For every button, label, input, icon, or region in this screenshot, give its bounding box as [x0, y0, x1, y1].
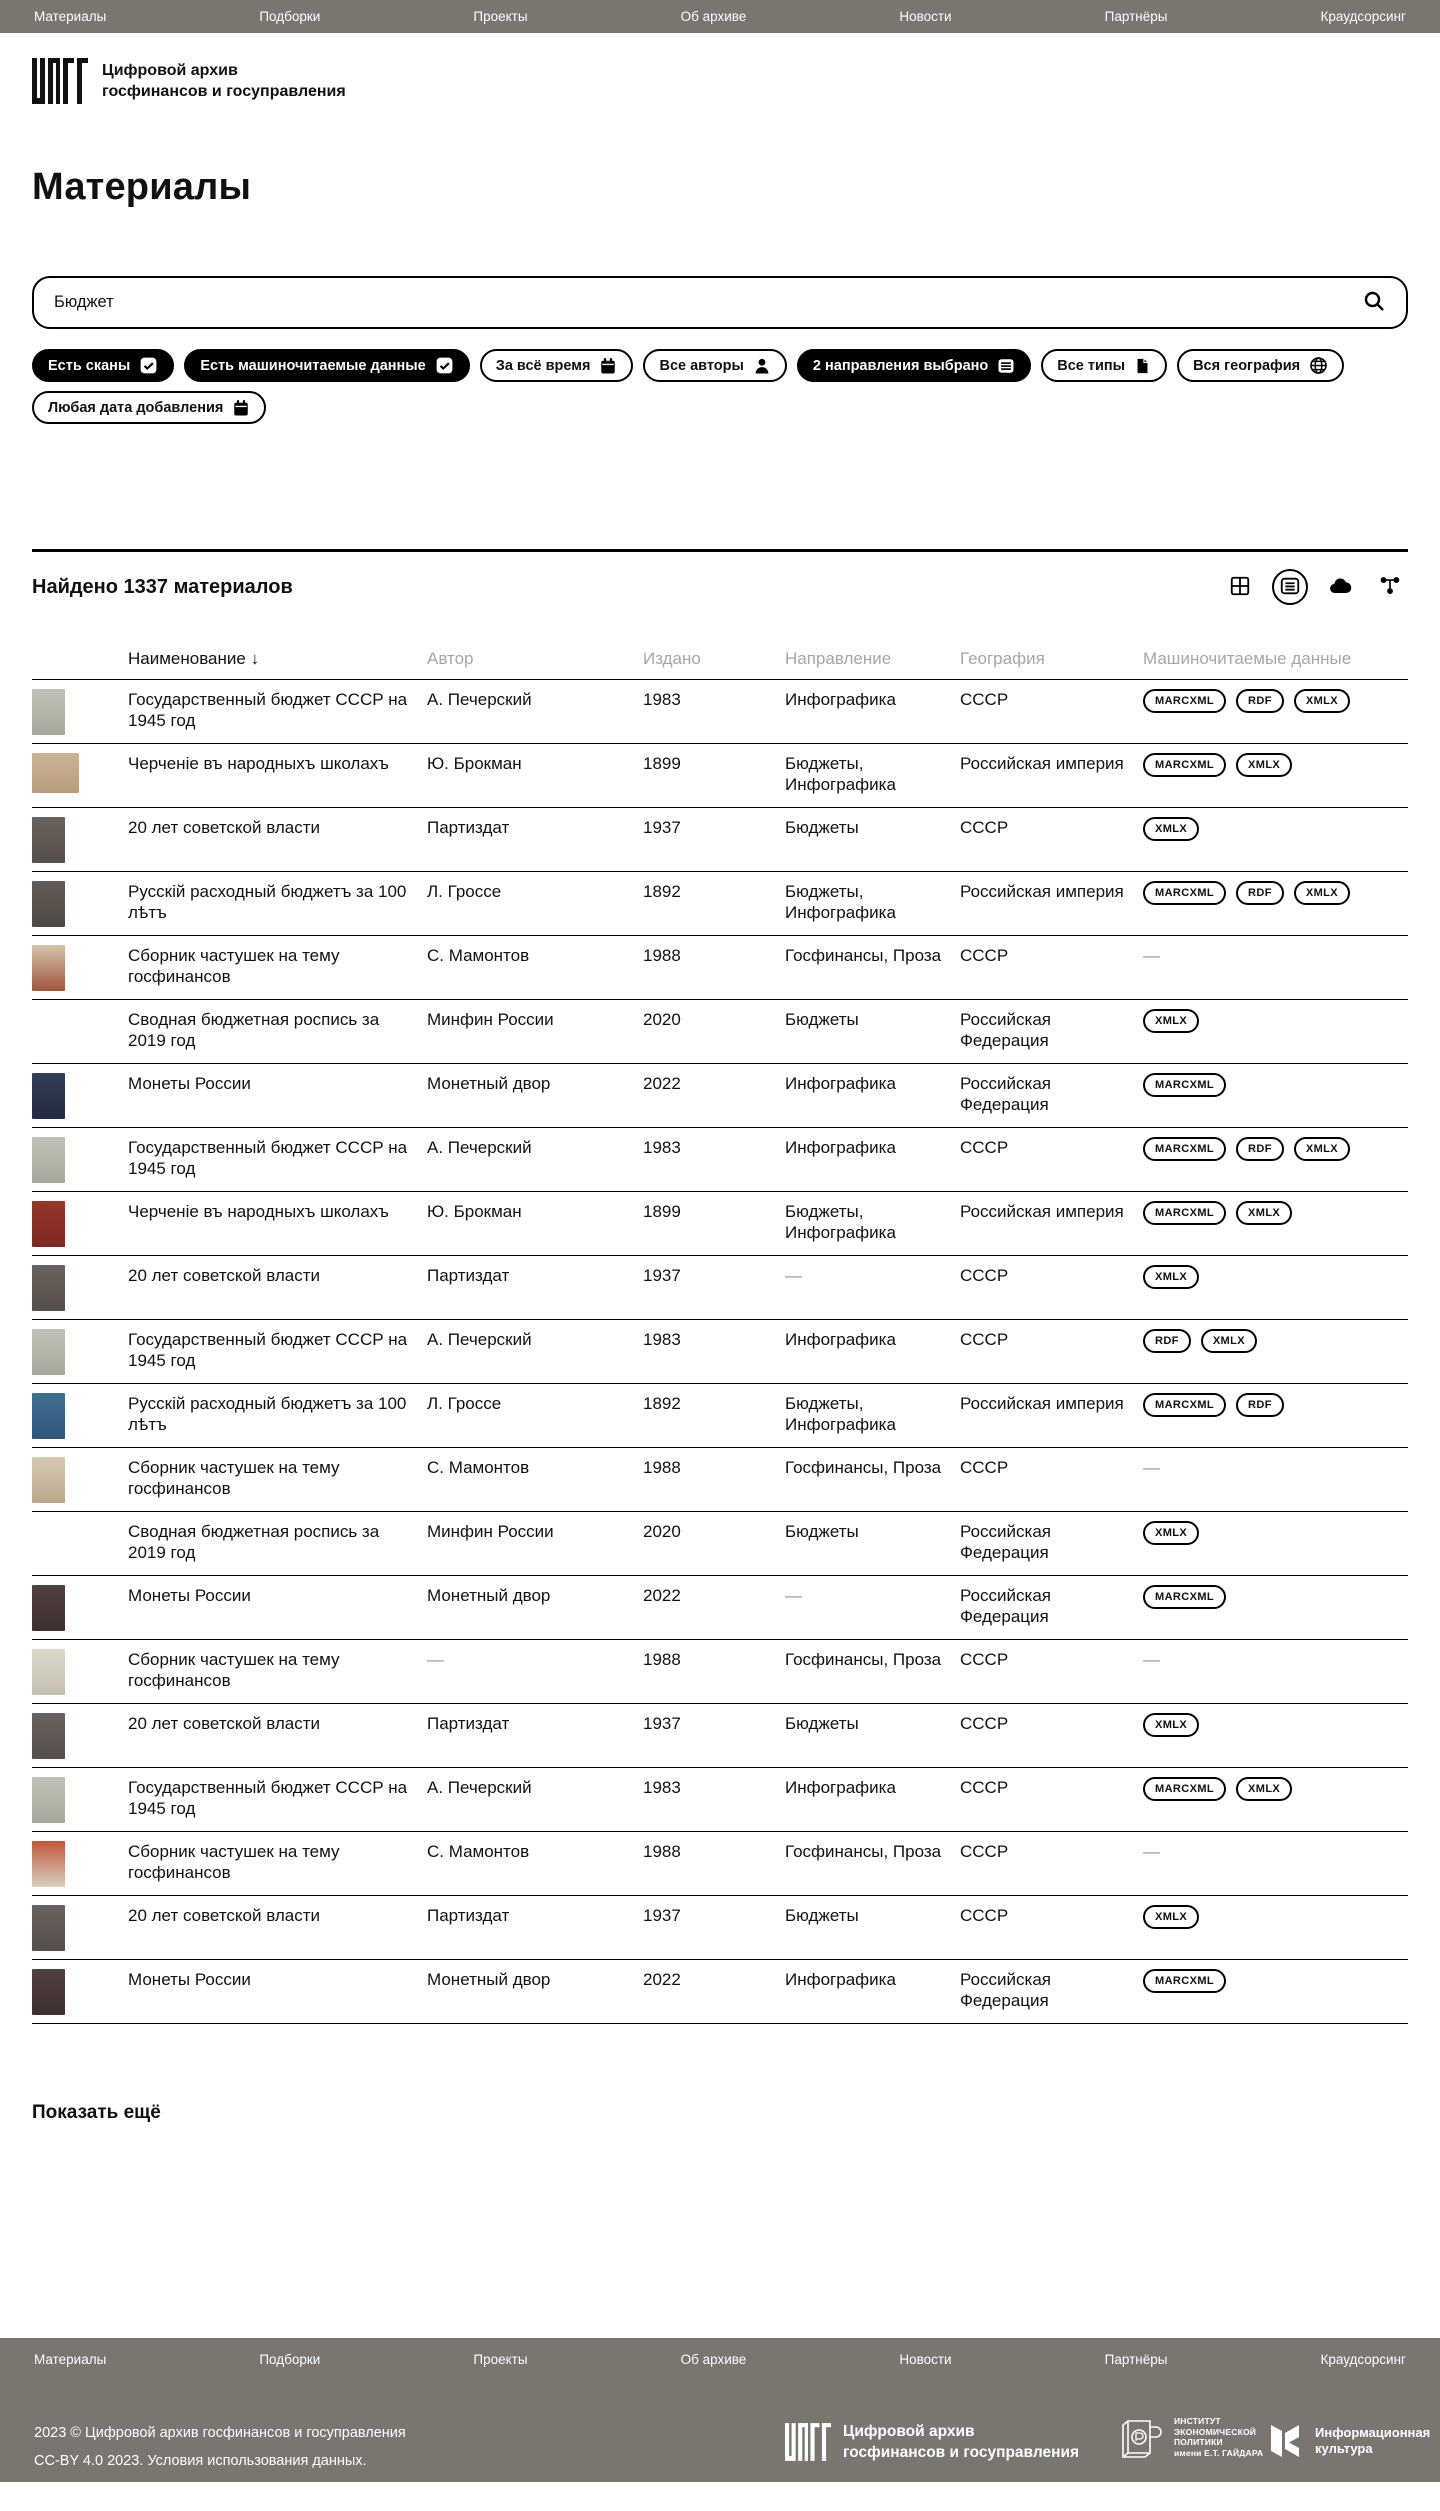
material-year: 1937: [643, 1714, 681, 1733]
table-row[interactable]: [32, 872, 1408, 936]
material-year: 1937: [643, 818, 681, 837]
show-more-button[interactable]: Показать ещё: [32, 2102, 161, 2123]
machine-readable-badges: [1143, 753, 1408, 777]
checkbox-checked-icon: [435, 356, 454, 375]
material-geography: Российская Федерация: [960, 1970, 1052, 2010]
grid-view-icon: [1229, 575, 1251, 600]
material-direction: Бюджеты, Инфографика: [785, 882, 896, 922]
machine-readable-badges: [1143, 945, 1408, 966]
material-title: Государственный бюджет СССР на 1945 год: [128, 1138, 408, 1178]
material-title: 20 лет советской власти: [128, 1906, 321, 1925]
badge-marcxml[interactable]: MARCXML: [1143, 1137, 1226, 1161]
site-logo-text: Цифровой архив госфинансов и госуправления: [102, 62, 346, 100]
filter-chip-label: 2 направления выбрано: [812, 357, 989, 374]
footer-copyright: 2023 © Цифровой архив госфинансов и госуправления CC-BY 4.0 2023. Условия использования данных.: [34, 2425, 406, 2469]
material-direction: —: [785, 1586, 802, 1605]
footer-cagg-logo[interactable]: [785, 2421, 1079, 2463]
nav-item-1[interactable]: Материалы: [34, 9, 107, 24]
material-title: Государственный бюджет СССР на 1945 год: [128, 1330, 408, 1370]
material-geography: СССР: [960, 1906, 1009, 1925]
material-author: Минфин России: [427, 1010, 554, 1029]
calendar-icon: [232, 399, 250, 417]
material-thumbnail: [32, 881, 128, 927]
material-year: 1899: [643, 1202, 681, 1221]
material-thumbnail: [32, 1585, 128, 1631]
material-geography: СССР: [960, 1650, 1009, 1669]
material-title: Государственный бюджет СССР на 1945 год: [128, 1778, 408, 1818]
hierarchy-view-icon: [1379, 575, 1401, 600]
material-thumbnail: [32, 1713, 128, 1759]
material-author: Ю. Брокман: [427, 1202, 522, 1221]
filter-chip-3[interactable]: [480, 349, 634, 382]
material-year: 1983: [643, 1778, 681, 1797]
badge-rdf[interactable]: RDF: [1236, 1393, 1284, 1417]
cloud-view-button[interactable]: [1322, 569, 1358, 605]
table-row[interactable]: [32, 808, 1408, 872]
nav-item-6[interactable]: Партнёры: [1104, 9, 1168, 24]
machine-readable-badges: [1143, 1201, 1408, 1225]
column-header-5[interactable]: География: [960, 649, 1045, 668]
results-section: [32, 549, 1408, 2024]
badge-xmlx[interactable]: XMLX: [1201, 1329, 1257, 1353]
material-author: Партиздат: [427, 1714, 510, 1733]
page-title: Материалы: [32, 166, 252, 208]
grid-view-button[interactable]: [1222, 569, 1258, 605]
search-input[interactable]: [54, 293, 1362, 312]
material-geography: Российская империя: [960, 754, 1124, 773]
machine-readable-badges: [1143, 817, 1408, 841]
badge-xmlx[interactable]: XMLX: [1236, 1201, 1292, 1225]
badge-xmlx[interactable]: XMLX: [1143, 1521, 1199, 1545]
table-row[interactable]: [32, 1384, 1408, 1448]
machine-readable-badges: [1143, 1521, 1408, 1545]
column-header-4[interactable]: Направление: [785, 649, 892, 668]
material-year: 1983: [643, 1330, 681, 1349]
material-year: 1892: [643, 882, 681, 901]
badge-xmlx[interactable]: XMLX: [1294, 881, 1350, 905]
table-row[interactable]: [32, 1896, 1408, 1960]
search-box: [32, 276, 1408, 329]
material-geography: СССР: [960, 1138, 1009, 1157]
material-title: Сводная бюджетная роспись за 2019 год: [128, 1522, 380, 1562]
filter-chip-label: Все авторы: [659, 357, 744, 374]
table-row[interactable]: [32, 680, 1408, 744]
material-year: 1937: [643, 1266, 681, 1285]
cloud-view-icon: [1328, 574, 1352, 601]
filter-chips: [32, 349, 1408, 424]
material-author: Л. Гроссе: [427, 882, 502, 901]
material-direction: Госфинансы, Проза: [785, 1842, 942, 1861]
material-geography: Российская империя: [960, 882, 1124, 901]
badge-marcxml[interactable]: MARCXML: [1143, 1585, 1226, 1609]
material-thumbnail: [32, 1265, 128, 1311]
table-row[interactable]: [32, 1832, 1408, 1896]
filter-chip-label: Вся география: [1193, 357, 1301, 374]
search-button[interactable]: [1362, 289, 1386, 316]
nav-item-3[interactable]: Проекты: [473, 9, 528, 24]
badge-marcxml[interactable]: MARCXML: [1143, 1201, 1226, 1225]
machine-readable-badges: [1143, 689, 1408, 713]
badge-rdf[interactable]: RDF: [1236, 689, 1284, 713]
material-year: 1983: [643, 690, 681, 709]
material-author: А. Печерский: [427, 690, 532, 709]
badge-xmlx[interactable]: XMLX: [1143, 1009, 1199, 1033]
material-direction: Инфографика: [785, 1330, 896, 1349]
material-direction: Бюджеты: [785, 818, 859, 837]
material-title: Сборник частушек на тему госфинансов: [128, 1842, 340, 1882]
top-navigation-bar: [0, 0, 1440, 33]
material-author: Монетный двор: [427, 1970, 551, 1989]
machine-readable-badges: [1143, 1969, 1408, 1993]
material-geography: СССР: [960, 1330, 1009, 1349]
material-thumbnail: [32, 1969, 128, 2015]
material-title: Сводная бюджетная роспись за 2019 год: [128, 1010, 380, 1050]
calendar-icon: [599, 357, 617, 375]
material-author: А. Печерский: [427, 1138, 532, 1157]
badge-xmlx[interactable]: XMLX: [1143, 817, 1199, 841]
material-thumbnail: [32, 1841, 128, 1887]
material-year: 1899: [643, 754, 681, 773]
table-row[interactable]: [32, 1576, 1408, 1640]
badge-rdf[interactable]: RDF: [1236, 1137, 1284, 1161]
globe-icon: [1309, 356, 1328, 375]
material-geography: Российская империя: [960, 1394, 1124, 1413]
filter-chip-label: Есть сканы: [48, 357, 131, 374]
material-year: 1892: [643, 1394, 681, 1413]
material-year: 2022: [643, 1586, 681, 1605]
results-count: Найдено 1337 материалов: [32, 575, 293, 598]
table-row[interactable]: [32, 1512, 1408, 1576]
table-row[interactable]: [32, 1192, 1408, 1256]
cagg-barcode-logo-icon: [785, 2421, 831, 2463]
badge-marcxml[interactable]: MARCXML: [1143, 1393, 1226, 1417]
material-thumbnail: [32, 1777, 128, 1823]
table-row[interactable]: [32, 1960, 1408, 2024]
machine-readable-badges: [1143, 1265, 1408, 1289]
material-thumbnail: [32, 1905, 128, 1951]
material-author: Партиздат: [427, 1266, 510, 1285]
material-thumbnail: [32, 1329, 128, 1375]
filter-chip-2[interactable]: [184, 349, 469, 382]
material-direction: Инфографика: [785, 1970, 896, 1989]
material-thumbnail: [32, 1521, 128, 1567]
machine-readable-badges: [1143, 1073, 1408, 1097]
filter-chip-4[interactable]: [643, 349, 786, 382]
footer-nav-item-3[interactable]: Проекты: [473, 2352, 528, 2367]
badge-xmlx[interactable]: XMLX: [1294, 689, 1350, 713]
material-author: Партиздат: [427, 818, 510, 837]
table-row[interactable]: [32, 1768, 1408, 1832]
machine-readable-badges: [1143, 1393, 1408, 1417]
machine-readable-badges: [1143, 1649, 1408, 1670]
material-year: 2022: [643, 1074, 681, 1093]
material-thumbnail: [32, 1137, 128, 1183]
nav-item-7[interactable]: Краудсорсинг: [1320, 9, 1406, 24]
material-author: Монетный двор: [427, 1074, 551, 1093]
material-geography: СССР: [960, 946, 1009, 965]
badge-rdf[interactable]: RDF: [1236, 881, 1284, 905]
material-title: Сборник частушек на тему госфинансов: [128, 1458, 340, 1498]
material-author: Минфин России: [427, 1522, 554, 1541]
material-direction: Бюджеты: [785, 1010, 859, 1029]
material-thumbnail: [32, 1649, 128, 1695]
footer-nav-item-5[interactable]: Новости: [899, 2352, 952, 2367]
badge-xmlx[interactable]: XMLX: [1143, 1713, 1199, 1737]
material-direction: Инфографика: [785, 690, 896, 709]
column-header-3[interactable]: Издано: [643, 649, 701, 668]
column-header-2[interactable]: Автор: [427, 649, 474, 668]
material-author: —: [427, 1650, 444, 1669]
badge-marcxml[interactable]: MARCXML: [1143, 1777, 1226, 1801]
material-year: 1988: [643, 946, 681, 965]
footer-nav-item-1[interactable]: Материалы: [34, 2352, 107, 2367]
list-icon: [997, 357, 1015, 375]
filter-chip-5[interactable]: [797, 349, 1031, 382]
material-title: Монеты России: [128, 1586, 251, 1605]
checkbox-checked-icon: [139, 356, 158, 375]
file-icon: [1134, 357, 1151, 375]
footer-infoculture-logo[interactable]: [1267, 2423, 1430, 2459]
material-author: С. Мамонтов: [427, 1458, 530, 1477]
material-author: Монетный двор: [427, 1586, 551, 1605]
material-year: 1988: [643, 1650, 681, 1669]
material-title: 20 лет советской власти: [128, 1266, 321, 1285]
machine-readable-badges: [1143, 1585, 1408, 1609]
machine-readable-badges: [1143, 1137, 1408, 1161]
material-title: 20 лет советской власти: [128, 818, 321, 837]
footer-nav-item-6[interactable]: Партнёры: [1104, 2352, 1168, 2367]
badge-xmlx[interactable]: XMLX: [1294, 1137, 1350, 1161]
footer: [0, 2338, 1440, 2482]
material-direction: —: [785, 1266, 802, 1285]
no-data-dash: —: [1143, 946, 1160, 965]
table-row[interactable]: [32, 1064, 1408, 1128]
table-header-row: [32, 649, 1408, 680]
gaidar-institute-emblem-icon: [1120, 2415, 1162, 2459]
material-direction: Инфографика: [785, 1778, 896, 1797]
material-title: Черченіе въ народныхъ школахъ: [128, 754, 389, 773]
material-geography: СССР: [960, 1458, 1009, 1477]
material-year: 1983: [643, 1138, 681, 1157]
material-thumbnail: [32, 689, 128, 735]
table-row[interactable]: [32, 1640, 1408, 1704]
badge-xmlx[interactable]: XMLX: [1236, 1777, 1292, 1801]
table-row[interactable]: [32, 1128, 1408, 1192]
material-author: Партиздат: [427, 1906, 510, 1925]
nav-item-2[interactable]: Подборки: [259, 9, 321, 24]
material-year: 2022: [643, 1970, 681, 1989]
material-geography: СССР: [960, 690, 1009, 709]
material-thumbnail: [32, 1393, 128, 1439]
badge-marcxml[interactable]: MARCXML: [1143, 689, 1226, 713]
material-thumbnail: [32, 817, 128, 863]
material-title: Черченіе въ народныхъ школахъ: [128, 1202, 389, 1221]
filter-chip-label: За всё время: [495, 357, 591, 374]
filter-chip-1[interactable]: [32, 349, 174, 382]
badge-marcxml[interactable]: MARCXML: [1143, 881, 1226, 905]
footer-nav-item-4[interactable]: Об архиве: [680, 2352, 747, 2367]
filter-chip-6[interactable]: [1041, 349, 1167, 382]
footer-gaidar-institute-logo[interactable]: [1120, 2415, 1263, 2459]
material-direction: Бюджеты: [785, 1906, 859, 1925]
material-thumbnail: [32, 753, 128, 799]
cagg-barcode-logo-icon: [32, 56, 88, 106]
material-title: Сборник частушек на тему госфинансов: [128, 946, 340, 986]
search-icon: [1362, 289, 1386, 316]
material-direction: Госфинансы, Проза: [785, 1650, 942, 1669]
material-geography: СССР: [960, 1714, 1009, 1733]
material-title: Русскій расходный бюджетъ за 100 лѣтъ: [128, 882, 407, 922]
machine-readable-badges: [1143, 1329, 1408, 1353]
material-year: 1937: [643, 1906, 681, 1925]
material-author: А. Печерский: [427, 1778, 532, 1797]
footer-gaidar-logo-text: ИНСТИТУТ ЭКОНОМИЧЕСКОЙ ПОЛИТИКИ имени Е.Т. ГАЙДАРА: [1174, 2416, 1264, 2458]
top-nav: [0, 9, 1440, 24]
material-author: Л. Гроссе: [427, 1394, 502, 1413]
material-year: 2020: [643, 1010, 681, 1029]
material-geography: Российская Федерация: [960, 1074, 1052, 1114]
table-row[interactable]: [32, 1256, 1408, 1320]
table-row[interactable]: [32, 1320, 1408, 1384]
material-geography: Российская Федерация: [960, 1522, 1052, 1562]
table-row[interactable]: [32, 1704, 1408, 1768]
material-direction: Госфинансы, Проза: [785, 946, 942, 965]
material-geography: Российская Федерация: [960, 1010, 1052, 1050]
material-year: 2020: [643, 1522, 681, 1541]
material-author: А. Печерский: [427, 1330, 532, 1349]
material-direction: Бюджеты: [785, 1522, 859, 1541]
badge-marcxml[interactable]: MARCXML: [1143, 753, 1226, 777]
machine-readable-badges: [1143, 881, 1408, 905]
material-title: Монеты России: [128, 1970, 251, 1989]
material-geography: СССР: [960, 818, 1009, 837]
material-direction: Инфографика: [785, 1074, 896, 1093]
table-row[interactable]: [32, 1000, 1408, 1064]
material-direction: Бюджеты: [785, 1714, 859, 1733]
material-thumbnail: [32, 1073, 128, 1119]
filter-chip-label: Есть машиночитаемые данные: [200, 357, 426, 374]
infoculture-emblem-icon: [1267, 2423, 1303, 2459]
badge-xmlx[interactable]: XMLX: [1143, 1905, 1199, 1929]
material-direction: Бюджеты, Инфографика: [785, 1394, 896, 1434]
machine-readable-badges: [1143, 1457, 1408, 1478]
material-geography: СССР: [960, 1842, 1009, 1861]
no-data-dash: —: [1143, 1842, 1160, 1861]
table-view-button[interactable]: [1272, 569, 1308, 605]
nav-item-5[interactable]: Новости: [899, 9, 952, 24]
column-header-1[interactable]: Наименование ↓: [128, 649, 260, 668]
machine-readable-badges: [1143, 1841, 1408, 1862]
material-author: Ю. Брокман: [427, 754, 522, 773]
machine-readable-badges: [1143, 1009, 1408, 1033]
nav-item-4[interactable]: Об архиве: [680, 9, 747, 24]
footer-cagg-logo-text: Цифровой архив госфинансов и госуправления: [843, 2423, 1080, 2461]
material-title: Русскій расходный бюджетъ за 100 лѣтъ: [128, 1394, 407, 1434]
person-icon: [753, 357, 771, 375]
table-row[interactable]: [32, 1448, 1408, 1512]
filter-chip-7[interactable]: [1177, 349, 1344, 382]
table-body: [32, 680, 1408, 2024]
badge-marcxml[interactable]: MARCXML: [1143, 1969, 1226, 1993]
material-geography: СССР: [960, 1266, 1009, 1285]
footer-nav-item-2[interactable]: Подборки: [259, 2352, 321, 2367]
material-thumbnail: [32, 945, 128, 991]
badge-marcxml[interactable]: MARCXML: [1143, 1073, 1226, 1097]
material-thumbnail: [32, 1457, 128, 1503]
material-author: С. Мамонтов: [427, 946, 530, 965]
machine-readable-badges: [1143, 1777, 1408, 1801]
no-data-dash: —: [1143, 1650, 1160, 1669]
column-header-6[interactable]: Машиночитаемые данные: [1143, 649, 1352, 668]
site-logo[interactable]: [32, 56, 1440, 106]
footer-nav: [0, 2338, 1440, 2367]
footer-nav-item-7[interactable]: Краудсорсинг: [1320, 2352, 1406, 2367]
material-direction: Инфографика: [785, 1138, 896, 1157]
material-direction: Бюджеты, Инфографика: [785, 1202, 896, 1242]
table-row[interactable]: [32, 744, 1408, 808]
material-author: С. Мамонтов: [427, 1842, 530, 1861]
material-thumbnail: [32, 1201, 128, 1247]
material-direction: Госфинансы, Проза: [785, 1458, 942, 1477]
badge-xmlx[interactable]: XMLX: [1143, 1265, 1199, 1289]
footer-infoculture-logo-text: Информационная культура: [1315, 2425, 1431, 2456]
material-title: Сборник частушек на тему госфинансов: [128, 1650, 340, 1690]
material-direction: Бюджеты, Инфографика: [785, 754, 896, 794]
filter-chip-8[interactable]: [32, 391, 266, 424]
table-view-icon: [1279, 575, 1301, 600]
material-geography: Российская империя: [960, 1202, 1124, 1221]
material-thumbnail: [32, 1009, 128, 1055]
material-title: Государственный бюджет СССР на 1945 год: [128, 690, 408, 730]
badge-rdf[interactable]: RDF: [1143, 1329, 1191, 1353]
material-geography: Российская Федерация: [960, 1586, 1052, 1626]
machine-readable-badges: [1143, 1905, 1408, 1929]
no-data-dash: —: [1143, 1458, 1160, 1477]
filter-chip-label: Любая дата добавления: [48, 399, 224, 416]
material-year: 1988: [643, 1458, 681, 1477]
material-title: 20 лет советской власти: [128, 1714, 321, 1733]
badge-xmlx[interactable]: XMLX: [1236, 753, 1292, 777]
view-switcher: [1222, 569, 1408, 605]
machine-readable-badges: [1143, 1713, 1408, 1737]
filter-chip-label: Все типы: [1057, 357, 1126, 374]
material-geography: СССР: [960, 1778, 1009, 1797]
material-title: Монеты России: [128, 1074, 251, 1093]
material-year: 1988: [643, 1842, 681, 1861]
table-row[interactable]: [32, 936, 1408, 1000]
hierarchy-view-button[interactable]: [1372, 569, 1408, 605]
